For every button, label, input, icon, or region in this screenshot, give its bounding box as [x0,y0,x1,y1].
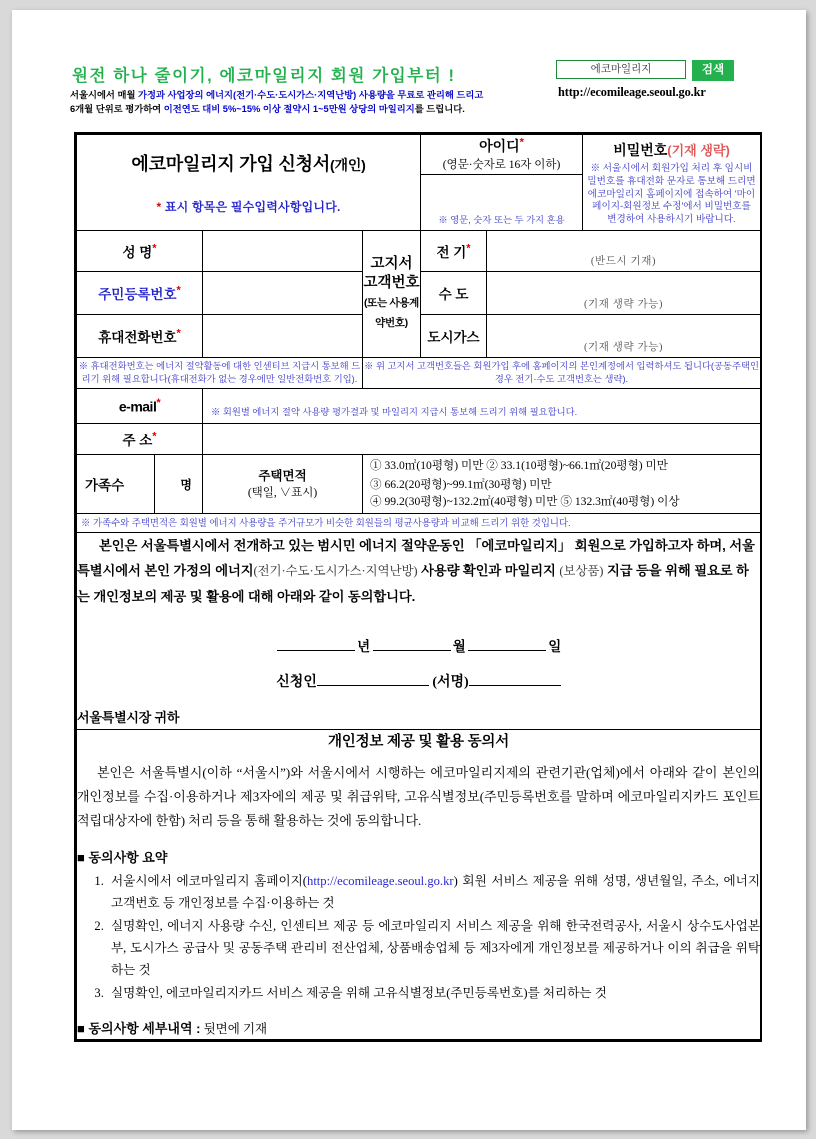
form-row-address [77,423,761,454]
signature-line [77,671,760,691]
gas-note: (기재 생략 가능) [583,341,664,353]
area-option-1[interactable]: ① 33.0㎡(10평형) 미만 ② 33.1(10평형)~66.1㎡(20평형) 미만 [370,458,668,472]
required-note-text: 표시 항목은 필수입력사항입니다. [161,199,341,214]
id-required-mark: * [519,136,524,149]
email-label-cell [77,388,203,423]
mobile-label-text: 휴대전화번호 [98,329,177,345]
form-row-privacy [77,730,761,1040]
name-label-cell [77,230,203,271]
promo-subline-1-plain: 서울시에서 매월 [70,90,139,100]
water-note: (기재 생략 가능) [583,298,664,310]
privacy-summary-heading: ■ 동의사항 요약 [77,850,168,866]
mobile-note: ※ 휴대전화번호는 에너지 절약활동에 대한 인센티브 지급시 통보해 드리기 위해 필요합니다(휴대전화가 없는 경우에만 일반전화번호 기입). [78,361,361,384]
mobile-note-cell [77,357,363,388]
required-star: * [156,199,162,214]
address-label [77,429,202,449]
id-note: ※ 영문, 숫자 또는 두 가지 혼용 [438,215,565,226]
applicant-label: 신청인 [276,675,317,691]
consent-part-3: 지급 등을 위해 필요로 하는 개인정보의 제공 및 활용에 대해 아래와 같이 동의합니다. [77,563,749,605]
mobile-label [77,326,202,346]
applicant-blank[interactable] [317,685,429,686]
mayor-line: 서울특별시장 귀하 [77,710,180,726]
privacy-title: 개인정보 제공 및 활용 동의서 [328,734,509,751]
electric-label-text: 전 기 [436,244,467,260]
id-input-cell[interactable] [421,174,583,230]
password-label [583,135,760,160]
mobile-input-cell[interactable] [203,314,363,357]
month-label: 월 [452,639,467,655]
form-row-notes [77,357,761,388]
required-note [77,198,420,215]
form-row-email [77,388,761,423]
water-label-cell [421,271,487,314]
password-note: ※ 서울시에서 회원가입 처리 후 임시비밀번호를 휴대전화 문자로 통보해 드리면 에코마일리지 홈페이지에 접속하여 '마이페이지-회원정보 수정'에서 비밀번호를 변경하여 사용하시기 바랍니다. [587,163,756,226]
form-row-family-note [77,514,761,533]
bill-note: ※ 위 고지서 고객번호들은 회원가입 후에 홈페이지의 본인계정에서 입력하셔도 됩니다(공동주택인 경우 전기·수도 고객번호는 생략). [364,361,759,384]
promo-search-block [556,60,772,100]
area-option-2[interactable]: ③ 66.2(20평형)~99.1㎡(30평형) 미만 [370,478,552,492]
form-row-family-area [77,454,761,514]
privacy-item-1-link[interactable]: http://ecomileage.seoul.go.kr [307,874,454,889]
rrn-required-mark: * [176,284,181,297]
address-label-text: 주 소 [122,432,153,448]
bill-label-line2: 고객번호 [363,274,420,291]
id-sublabel: (영문·숫자로 16자 이하) [442,159,561,172]
consent-part-2-light: (보상품) [559,564,604,579]
area-options-cell[interactable] [363,454,761,514]
privacy-item-1-b: ) 회원 서비스 제공을 위해 성명, 생년월일, 주소, 에너지 고객번호 등 개인정보를 수집·이용하는 것 [111,874,760,911]
password-label-text: 비밀번호 [613,142,668,158]
area-label-cell [203,454,363,514]
address-required-mark: * [152,430,157,443]
gas-label: 도시가스 [427,329,480,345]
promo-subline-1-highlight: 가정과 사업장의 에너지(전기·수도·도시가스·지역난방) 사용량을 무료로 관리해 드리고 [138,90,484,100]
month-blank[interactable] [373,650,451,651]
bill-label-line1: 고지서 [370,255,413,272]
password-cell [583,135,761,231]
privacy-intro: 본인은 서울특별시(이하 “서울시”)와 서울시에서 시행하는 에코마일리지제의 관련기관(업체)에서 아래와 같이 본인의 개인정보를 수집·이용하거나 제3자에의 제공 및 취급위탁, 고유식별정보(주민등록번호를 말하며 에코마일리지카드 포인트 적립대상자에 한함) 처리 등을 통해 활용하는 것에 동의합니다. [77,765,760,829]
id-header-cell [421,135,583,175]
email-input-cell[interactable] [203,388,761,423]
electric-input-cell[interactable] [487,230,761,271]
document-page [12,10,806,1130]
consent-part-2: 사용량 확인과 마일리지 [417,563,560,579]
date-line [77,635,760,655]
rrn-label-cell [77,271,203,314]
id-label [421,136,582,156]
form-title-suffix: (개인) [330,156,366,173]
bill-number-label-cell [363,230,421,357]
consent-paragraph [77,533,760,609]
bill-label-line3: (또는 사용계약번호) [363,296,420,329]
family-unit: 명 [180,477,192,492]
email-required-mark: * [156,397,161,410]
consent-block [77,533,761,730]
year-blank[interactable] [277,650,355,651]
area-option-3[interactable]: ④ 99.2(30평형)~132.2㎡(40평형) 미만 ⑤ 132.3㎡(40평형) 이상 [370,494,680,508]
privacy-item-3: 3. 실명확인, 에코마일리지카드 서비스 제공을 위해 고유식별정보(주민등록번호)를 처리하는 것 [107,982,760,1004]
address-label-cell [77,423,203,454]
consent-part-1-light: (전기·수도·도시가스·지역난방) [253,564,418,579]
electric-label-cell [421,230,487,271]
privacy-block [77,730,761,1040]
form-row-name [77,230,761,271]
promo-subline-2 [70,103,550,117]
search-input[interactable]: 에코마일리지 [556,60,686,79]
family-input-cell[interactable] [155,454,203,514]
privacy-summary-list [77,870,760,1004]
privacy-detail-heading-text: ■ 동의사항 세부내역 : [77,1021,201,1037]
promo-headline: 원전 하나 줄이기, 에코마일리지 회원 가입부터 ! [72,67,456,85]
mobile-required-mark: * [176,327,181,340]
application-form [74,132,762,1042]
privacy-item-2: 2. 실명확인, 에너지 사용량 수신, 인센티브 제공 등 에코마일리지 서비스 제공을 위해 한국전력공사, 서울시 상수도사업본부, 도시가스 공급사 및 공동주택 관리비 전산업체, 상품배송업체 등 제3자에게 개인정보를 제공하거나 이의 취급을 위탁하는 것 [107,915,760,981]
promo-subline-2-highlight: 이전연도 대비 5%~15% 이상 절약시 1~5만원 상당의 마일리지 [163,103,415,114]
signature-label: (서명) [432,675,469,691]
form-table [76,134,761,1040]
rrn-label-text: 주민등록번호 [98,286,177,302]
privacy-item-1-a: 서울시에서 에코마일리지 홈페이지( [111,874,308,889]
day-label: 일 [548,639,562,655]
form-title-text: 에코마일리지 가입 신청서 [131,153,331,174]
name-input-cell[interactable] [203,230,363,271]
area-label-sub: (택일, ∨표시) [247,486,318,499]
promo-subline-2-plain: 6개월 단위로 평가하여 [70,103,164,114]
area-label [203,468,362,501]
address-input-cell[interactable] [203,423,761,454]
family-note: ※ 가족수와 주택면적은 회원별 에너지 사용량을 주거규모가 비슷한 회원들의 평균사용량과 비교해 드리기 위한 것입니다. [81,517,571,529]
family-label-cell [77,454,155,514]
form-title-cell [77,135,421,231]
mobile-label-cell [77,314,203,357]
search-row [556,60,772,81]
signature-blank[interactable] [469,685,561,686]
name-label [77,241,202,261]
gas-label-cell [421,314,487,357]
promo-subline-1 [70,89,550,103]
consent-part-1: 본인은 서울특별시에서 전개하고 있는 범시민 에너지 절약운동인 「에코마일리지」 회원으로 가입하고자 하며, 서울특별시에서 본인 가정의 에너지 [77,538,755,579]
rrn-input-cell[interactable] [203,271,363,314]
name-required-mark: * [152,242,157,255]
privacy-detail-tail: 뒷면에 기재 [200,1022,268,1037]
electric-required-mark: * [466,242,471,255]
water-input-cell[interactable] [487,271,761,314]
privacy-item-1 [107,870,760,914]
search-button[interactable]: 검색 [692,60,734,81]
water-label: 수 도 [438,286,469,302]
password-omit-note: (기재 생략) [667,143,730,158]
area-label-text: 주택면적 [258,468,307,483]
email-label [77,397,202,415]
promo-header [70,62,770,124]
page-title [77,150,420,176]
year-label: 년 [357,639,371,655]
name-label-text: 성 명 [122,244,153,260]
day-blank[interactable] [468,650,546,651]
promo-text-block [70,62,550,116]
promo-subline-2-tail: 를 드립니다. [414,103,465,114]
site-url[interactable]: http://ecomileage.seoul.go.kr [558,85,706,99]
privacy-detail-heading [77,1018,760,1037]
rrn-label [77,283,202,303]
family-note-cell [77,514,761,533]
family-label: 가족수 [85,478,125,494]
id-label-text: 아이디 [479,138,520,155]
form-row-consent [77,533,761,730]
email-label-text: e-mail [118,398,157,415]
bill-note-cell [363,357,761,388]
email-note: ※ 회원별 에너지 절약 사용량 평가결과 및 마일리지 지급시 통보해 드리기 위해 필요합니다. [211,407,578,418]
electric-note: (반드시 기재) [590,255,657,267]
bill-number-label [363,255,420,333]
gas-input-cell[interactable] [487,314,761,357]
electric-label [421,241,486,261]
form-row-title [77,135,761,175]
